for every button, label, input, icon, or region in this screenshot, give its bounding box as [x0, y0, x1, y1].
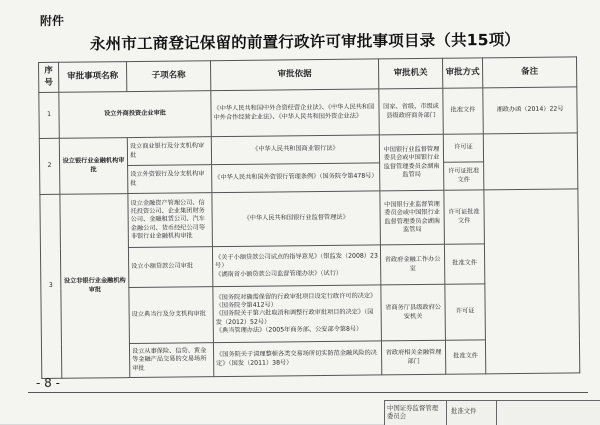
- row2-method-a: 许可证: [443, 134, 483, 162]
- page-number: - 8 -: [36, 376, 60, 390]
- table-row: [39, 133, 577, 167]
- row3-sub-b: 设立小额贷款公司审批: [128, 247, 212, 288]
- row1-basis: 《中华人民共和国中外合资经营企业法》、《中华人民共和国中外合作经营企业法》、《中华人民共和国外资企业法》: [211, 89, 379, 137]
- row3-method-a: 许可证批准文件: [444, 190, 485, 244]
- approval-items-table: [38, 56, 580, 379]
- next-page-fragment: [384, 400, 600, 425]
- next-page-note: [497, 401, 600, 425]
- header-method: 审批方式: [442, 58, 482, 88]
- row2-seq: 2: [39, 138, 60, 194]
- row3-basis-b: 《关于小额贷款公司试点的指导意见》（银监发（2008）23号） 《湖南省小额贷款公司监督管理办法》（试行）: [212, 245, 380, 287]
- row3-sub-c: 设立典当行及分支机构审批: [129, 287, 214, 344]
- attachment-label: 附件: [39, 13, 65, 29]
- row3-seq: 3: [40, 194, 62, 378]
- row3-sub-a: 设立金融资产管理公司、信托投资公司、企业集团财务公司、金融租赁公司、汽车金融公司、货币经纪公司等非银行业金融机构审批: [128, 193, 213, 248]
- row2-basis-b: 《中华人民共和国外资银行管理条例》（国务院令第478号）: [212, 163, 380, 193]
- row3-method-d: 批准文件: [445, 340, 485, 374]
- page-bottom-rule: [28, 392, 588, 393]
- header-item-name: 审批事项名称: [59, 62, 127, 93]
- row3-method-c: 许可证: [445, 284, 486, 340]
- header-authority: 审批机关: [378, 58, 442, 89]
- row3-method-b: 批准文件: [444, 244, 484, 284]
- header-sub-item: 子项名称: [127, 61, 211, 92]
- row3-sub-d: 设立从事保险、信贷、黄金等金融产品交易的交易场所审批: [129, 343, 213, 378]
- row1-note: 湘政办函（2014）22号: [483, 87, 577, 134]
- row1-seq: 1: [39, 92, 59, 138]
- table-row: [40, 189, 579, 249]
- row3-authority-b: 省政府金融工作办公室: [380, 244, 444, 285]
- page-title: 永州市工商登记保留的前置行政许可审批事项目录（共15项）: [89, 30, 521, 54]
- header-basis: 审批依据: [210, 59, 378, 91]
- row3-basis-d: 《国务院关于清理整顿各类交易场所切实防范金融风险的决定》（国发（2011）38号）: [213, 341, 381, 377]
- next-page-method: 批准文件: [447, 401, 497, 425]
- row3-basis-a: 《中华人民共和国银行业监督管理法》: [212, 191, 381, 247]
- row3-authority-c: 省商务厅县级政府公安机关: [381, 284, 446, 341]
- row1-item-name: 设立外商投资企业审批: [59, 91, 211, 139]
- row2-item-name: 设立银行业金融机构审批: [59, 138, 128, 195]
- next-page-authority: 中国证券监督管理委员会: [385, 401, 447, 425]
- row3-authority-d: 省政府相关金融管理部门: [381, 340, 445, 375]
- row3-authority-a: 中国银行业监督管理委员会或中国银行业监督管理委员会湖南监管局: [380, 190, 445, 245]
- row3-item-name: 设立非银行业金融机构审批: [60, 194, 130, 379]
- header-note: 备注: [482, 57, 576, 88]
- row3-note: [484, 189, 580, 374]
- approval-table-wrapper: [38, 56, 580, 379]
- header-seq: 序号: [39, 62, 59, 92]
- row3-basis-c: 《国务院对确需保留的行政审批项目设定行政许可的决定》（国务院令第412号） 《国务院关于第六批取消和调整行政审批项目的决定》（国发（2012）52号） 《典当管理办法》（2005年商务部、公安部令第8号）: [213, 285, 382, 343]
- row1-authority: 国家、省级、市级或县级政府商务部门: [379, 88, 443, 135]
- row2-sub-b: 设立外资银行及分支机构审批: [128, 165, 212, 194]
- row2-basis-a: 《中华人民共和国商业银行法》: [211, 135, 379, 165]
- row1-method: 批准文件: [443, 88, 483, 134]
- row2-authority: 中国银行业监督管理委员会或中国银行业监督管理委员会湖南监管局: [379, 134, 444, 191]
- row2-note: [483, 133, 578, 190]
- table-row: [39, 87, 577, 139]
- row2-method-b: 许可证批准文件: [444, 162, 484, 190]
- row2-sub-a: 设立商业银行及分支机构审批: [127, 137, 211, 166]
